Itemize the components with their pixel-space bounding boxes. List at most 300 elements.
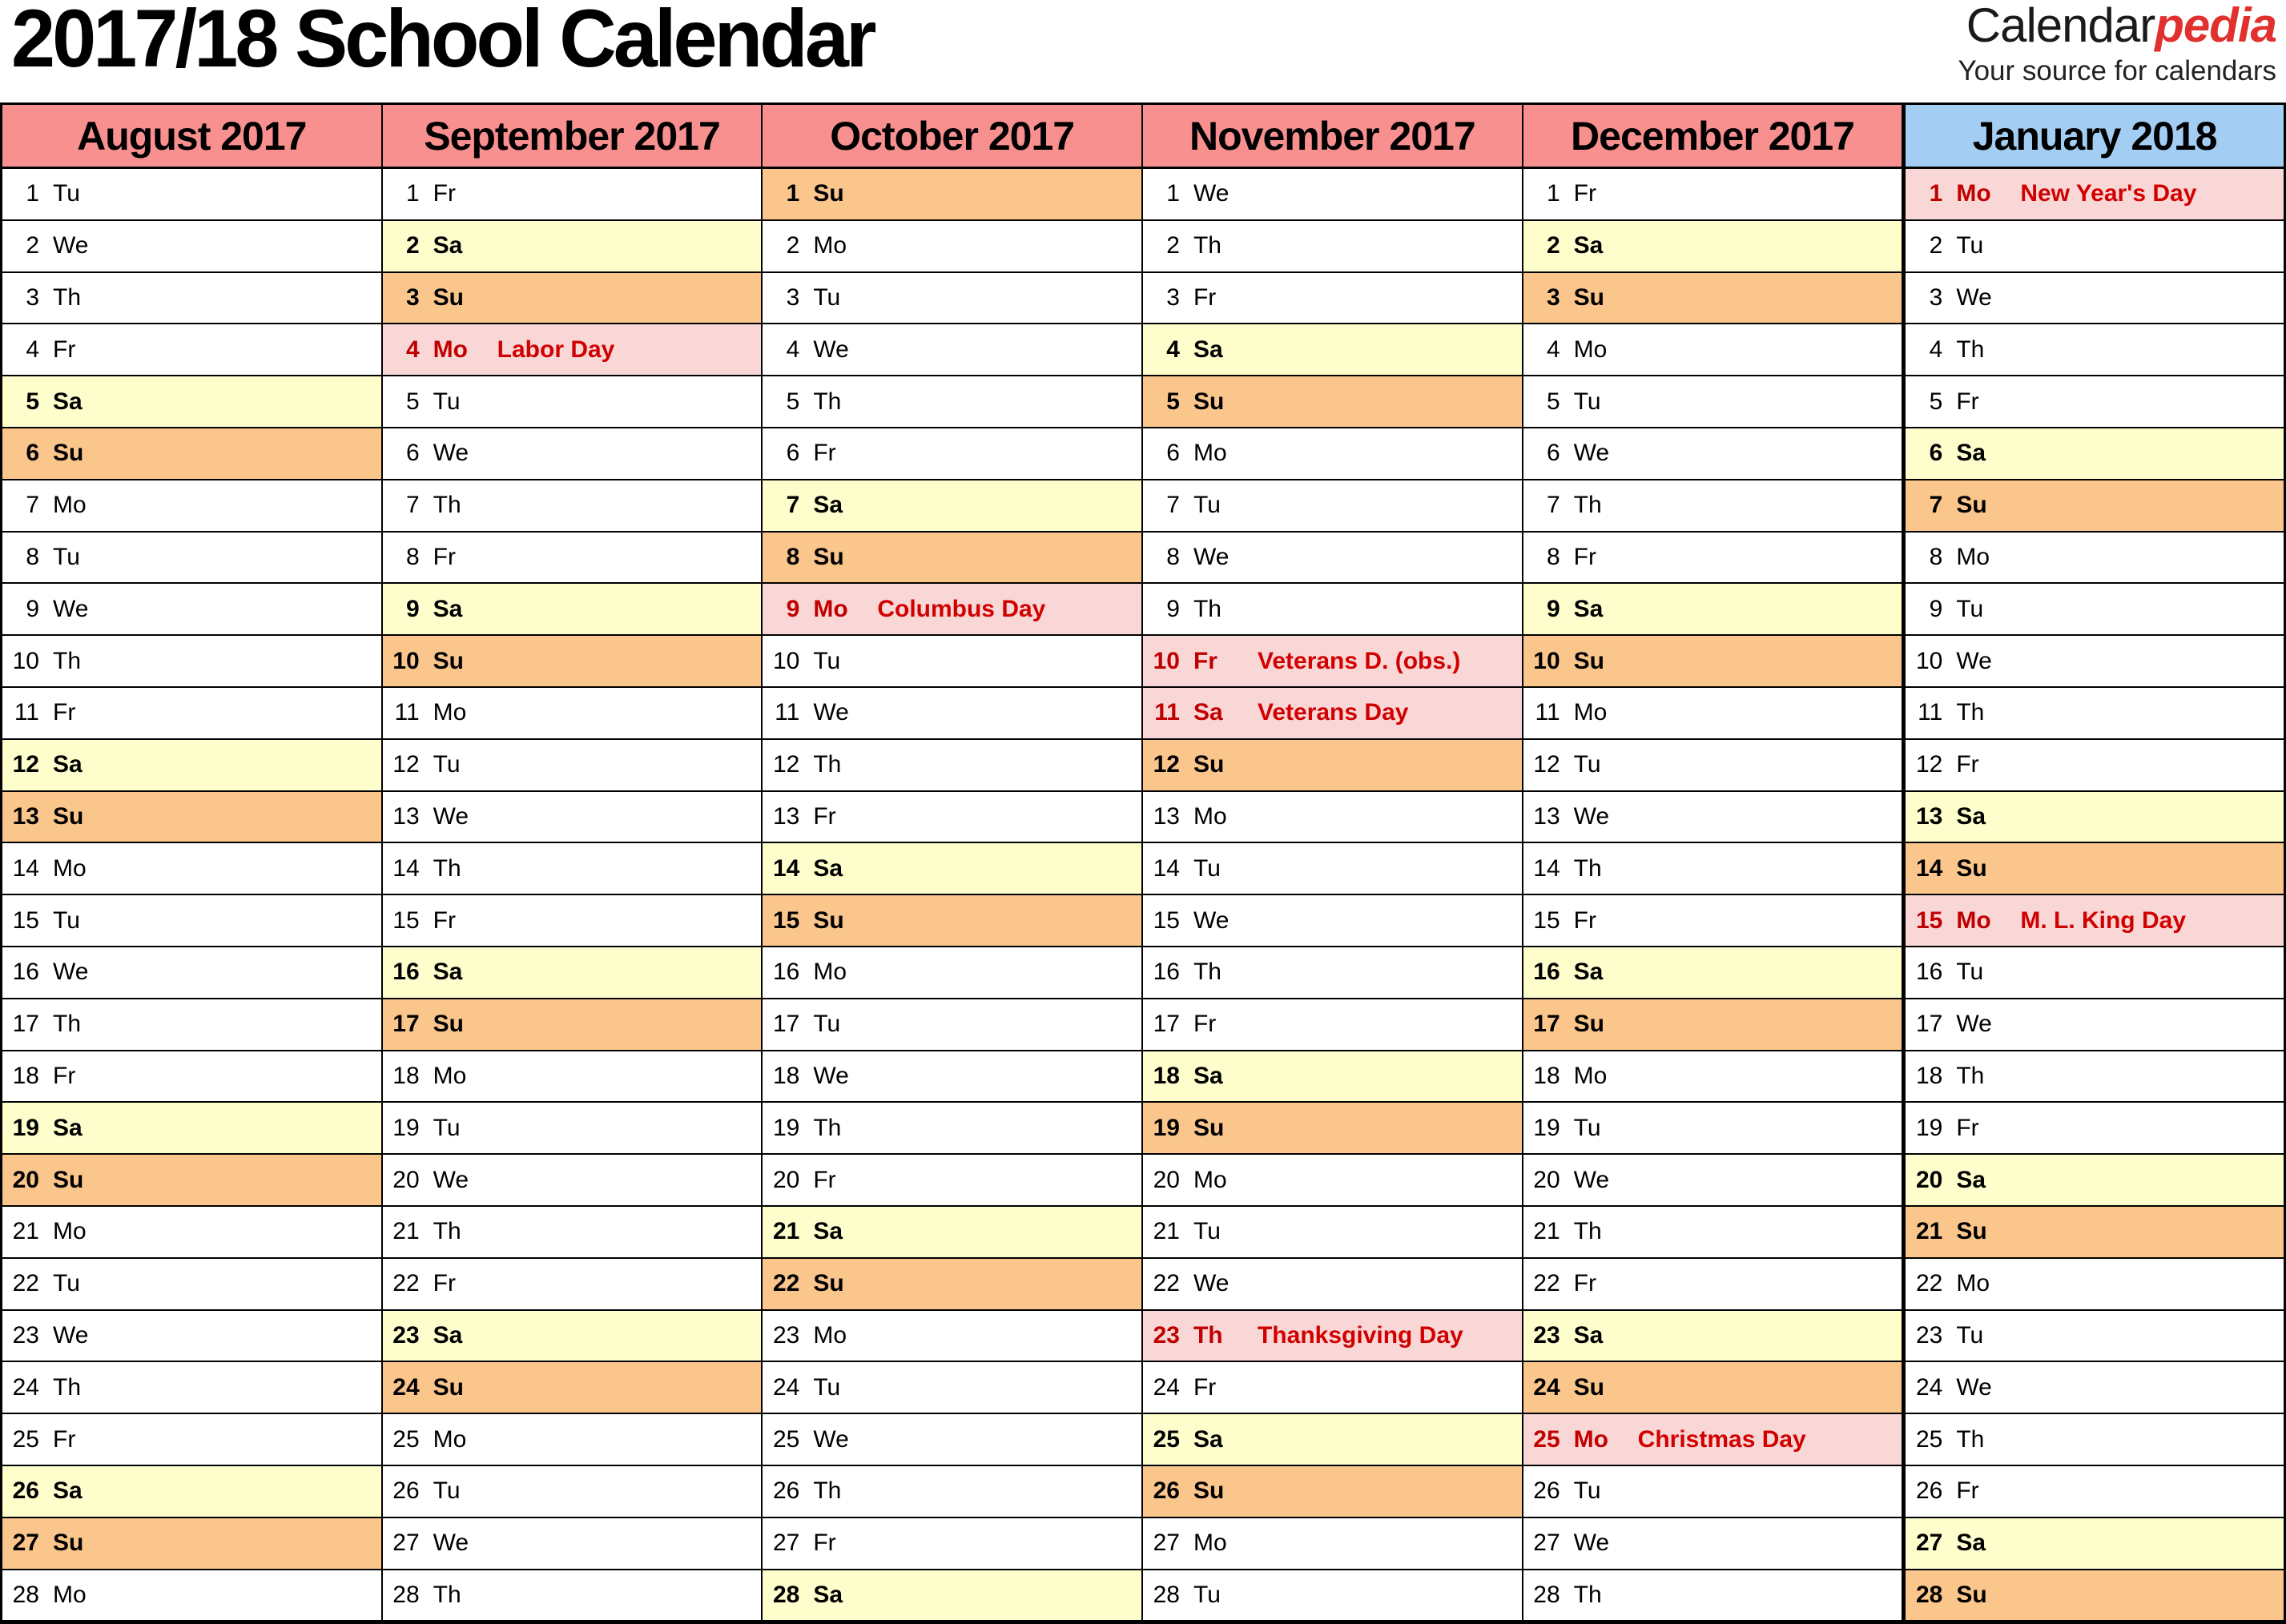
- day-cell: [763, 688, 1141, 740]
- day-weekday: Su: [1573, 1011, 1604, 1038]
- day-cell: [1523, 688, 1902, 740]
- month-column-october-2017: [763, 105, 1143, 1622]
- day-number: 5: [1166, 388, 1180, 415]
- day-weekday: Tu: [813, 1011, 841, 1038]
- holiday-label: Veterans Day: [1257, 699, 1409, 726]
- day-weekday: We: [1573, 440, 1610, 467]
- day-number: 27: [1153, 1530, 1180, 1557]
- day-cell: [763, 273, 1141, 325]
- day-number: 8: [26, 543, 39, 570]
- day-cell: [763, 324, 1141, 376]
- day-weekday: Th: [433, 1581, 461, 1608]
- day-number: 16: [12, 959, 39, 986]
- day-cell: [1143, 1311, 1522, 1363]
- day-weekday: Th: [1956, 1425, 1985, 1453]
- day-weekday: Th: [1956, 336, 1985, 363]
- day-cell: [1523, 947, 1902, 999]
- day-cell: [1143, 1466, 1522, 1518]
- day-cell: [1143, 792, 1522, 844]
- day-number: 24: [772, 1373, 800, 1401]
- day-number: 16: [1915, 959, 1943, 986]
- day-number: 16: [772, 959, 800, 986]
- day-weekday: We: [1956, 1373, 1992, 1401]
- day-number: 25: [1153, 1425, 1180, 1453]
- calendar-grid: [0, 103, 2286, 1624]
- day-cell: [383, 1051, 762, 1103]
- day-cell: [1143, 584, 1522, 636]
- day-cell: [2, 1311, 381, 1363]
- day-cell: [1143, 169, 1522, 221]
- day-cell: [763, 1362, 1141, 1414]
- day-cell: [1523, 1311, 1902, 1363]
- day-weekday: Tu: [433, 751, 461, 778]
- month-column-november-2017: [1143, 105, 1523, 1622]
- day-weekday: We: [1193, 1270, 1230, 1297]
- day-number: 15: [392, 906, 420, 934]
- holiday-label: M. L. King Day: [2020, 906, 2187, 934]
- day-cell: [1906, 1103, 2284, 1155]
- day-cell: [763, 1570, 1141, 1622]
- day-number: 12: [1915, 751, 1943, 778]
- day-weekday: We: [813, 1425, 849, 1453]
- day-number: 21: [1915, 1218, 1943, 1245]
- day-cell: [1523, 1414, 1902, 1466]
- day-number: 20: [1915, 1166, 1943, 1193]
- day-weekday: Th: [53, 1011, 82, 1038]
- day-weekday: Th: [1956, 699, 1985, 726]
- day-cell: [383, 1466, 762, 1518]
- day-weekday: We: [433, 1530, 469, 1557]
- day-weekday: We: [53, 595, 89, 622]
- day-cell: [1523, 740, 1902, 792]
- day-cell: [1906, 1155, 2284, 1207]
- day-number: 8: [1929, 543, 1943, 570]
- day-weekday: Th: [813, 1477, 842, 1505]
- day-cell: [383, 273, 762, 325]
- day-cell: [383, 636, 762, 688]
- day-number: 2: [786, 232, 800, 259]
- day-number: 13: [1153, 802, 1180, 830]
- holiday-label: Labor Day: [497, 336, 615, 363]
- day-number: 11: [394, 699, 420, 726]
- day-number: 11: [1918, 699, 1943, 726]
- day-number: 18: [12, 1062, 39, 1089]
- day-weekday: Th: [1193, 959, 1221, 986]
- day-cell: [763, 428, 1141, 480]
- day-cell: [763, 1518, 1141, 1570]
- day-cell: [1523, 843, 1902, 895]
- day-weekday: Fr: [433, 906, 456, 934]
- month-header: January 2018: [1906, 105, 2284, 169]
- day-weekday: Su: [1956, 492, 1987, 519]
- day-cell: [2, 169, 381, 221]
- day-weekday: Th: [813, 1114, 842, 1141]
- day-weekday: Mo: [53, 1581, 87, 1608]
- day-number: 24: [1915, 1373, 1943, 1401]
- day-weekday: Th: [1573, 854, 1602, 882]
- day-weekday: Th: [53, 283, 82, 311]
- day-weekday: Th: [1573, 492, 1602, 519]
- day-cell: [1523, 1207, 1902, 1259]
- day-number: 7: [26, 492, 39, 519]
- day-number: 5: [405, 388, 420, 415]
- day-weekday: Fr: [1193, 283, 1217, 311]
- month-header: September 2017: [383, 105, 762, 169]
- day-weekday: Fr: [1956, 751, 1979, 778]
- day-cell: [2, 1362, 381, 1414]
- month-column-september-2017: [383, 105, 763, 1622]
- day-cell: [1523, 1155, 1902, 1207]
- day-cell: [383, 533, 762, 585]
- day-number: 9: [1929, 595, 1943, 622]
- day-cell: [383, 221, 762, 273]
- day-number: 28: [12, 1581, 39, 1608]
- day-number: 20: [12, 1166, 39, 1193]
- day-cell: [1143, 273, 1522, 325]
- day-number: 25: [1533, 1425, 1560, 1453]
- day-number: 28: [392, 1581, 420, 1608]
- day-cell: [383, 1259, 762, 1311]
- day-weekday: Mo: [1573, 336, 1608, 363]
- day-weekday: Mo: [1956, 1270, 1990, 1297]
- day-weekday: Su: [1193, 1114, 1225, 1141]
- page-title: 2017/18 School Calendar: [11, 0, 874, 84]
- day-cell: [1143, 843, 1522, 895]
- day-number: 17: [12, 1011, 39, 1038]
- day-weekday: Su: [53, 440, 84, 467]
- day-weekday: Fr: [1573, 180, 1596, 207]
- holiday-label: New Year's Day: [2020, 180, 2197, 207]
- day-cell: [1143, 221, 1522, 273]
- day-number: 24: [1153, 1373, 1180, 1401]
- day-number: 23: [1915, 1321, 1943, 1349]
- day-weekday: Th: [813, 388, 842, 415]
- day-number: 4: [1166, 336, 1180, 363]
- day-number: 24: [1533, 1373, 1560, 1401]
- month-header: October 2017: [763, 105, 1141, 169]
- month-column-august-2017: [2, 105, 383, 1622]
- day-weekday: Sa: [1193, 1425, 1223, 1453]
- day-number: 15: [772, 906, 800, 934]
- day-cell: [1143, 1570, 1522, 1622]
- page-header: [0, 0, 2286, 103]
- day-weekday: We: [53, 232, 89, 259]
- day-cell: [1906, 1259, 2284, 1311]
- day-number: 26: [1153, 1477, 1180, 1505]
- day-weekday: Th: [433, 492, 461, 519]
- holiday-label: Veterans D. (obs.): [1257, 647, 1461, 674]
- day-weekday: We: [53, 959, 89, 986]
- day-number: 25: [772, 1425, 800, 1453]
- day-number: 4: [1929, 336, 1943, 363]
- day-cell: [1523, 1570, 1902, 1622]
- month-header: December 2017: [1523, 105, 1902, 169]
- day-cell: [1906, 1362, 2284, 1414]
- day-cell: [763, 740, 1141, 792]
- day-cell: [1906, 895, 2284, 947]
- day-weekday: Mo: [1956, 543, 1990, 570]
- day-cell: [1143, 480, 1522, 533]
- day-number: 19: [12, 1114, 39, 1141]
- day-number: 14: [772, 854, 800, 882]
- day-weekday: Sa: [53, 751, 83, 778]
- day-number: 22: [12, 1270, 39, 1297]
- day-cell: [1906, 376, 2284, 428]
- day-number: 22: [392, 1270, 420, 1297]
- day-weekday: We: [1573, 1530, 1610, 1557]
- day-number: 3: [1166, 283, 1180, 311]
- day-weekday: Sa: [1573, 232, 1604, 259]
- day-cell: [1906, 1466, 2284, 1518]
- day-cell: [1523, 895, 1902, 947]
- day-weekday: Tu: [1193, 1218, 1221, 1245]
- day-weekday: Sa: [53, 388, 83, 415]
- day-cell: [383, 169, 762, 221]
- logo-tagline: Your source for calendars: [1958, 55, 2276, 86]
- day-cell: [763, 636, 1141, 688]
- day-number: 8: [405, 543, 420, 570]
- month-header: August 2017: [2, 105, 381, 169]
- holiday-label: Thanksgiving Day: [1257, 1321, 1463, 1349]
- day-weekday: Su: [1573, 1373, 1604, 1401]
- day-cell: [383, 792, 762, 844]
- day-cell: [763, 533, 1141, 585]
- day-number: 1: [405, 180, 420, 207]
- day-weekday: Tu: [53, 180, 80, 207]
- day-weekday: Fr: [813, 802, 836, 830]
- day-cell: [2, 533, 381, 585]
- day-number: 2: [405, 232, 420, 259]
- day-number: 11: [1154, 699, 1180, 726]
- day-cell: [383, 324, 762, 376]
- day-number: 1: [1546, 180, 1560, 207]
- day-weekday: Tu: [433, 388, 461, 415]
- day-cell: [1906, 1518, 2284, 1570]
- day-weekday: Tu: [433, 1114, 461, 1141]
- day-cell: [1523, 376, 1902, 428]
- day-number: 13: [1533, 802, 1560, 830]
- calendarpedia-logo[interactable]: [1958, 2, 2276, 85]
- day-weekday: Fr: [1956, 388, 1979, 415]
- day-weekday: Mo: [813, 232, 847, 259]
- day-weekday: We: [1193, 543, 1230, 570]
- day-weekday: Su: [1573, 647, 1604, 674]
- day-weekday: We: [53, 1321, 89, 1349]
- day-number: 22: [1915, 1270, 1943, 1297]
- day-weekday: Su: [433, 1011, 464, 1038]
- month-header: November 2017: [1143, 105, 1522, 169]
- day-number: 4: [1546, 336, 1560, 363]
- day-weekday: Su: [53, 802, 84, 830]
- day-weekday: Fr: [1193, 1373, 1217, 1401]
- day-cell: [1143, 1051, 1522, 1103]
- day-cell: [1906, 480, 2284, 533]
- day-weekday: Mo: [1193, 802, 1227, 830]
- day-number: 21: [12, 1218, 39, 1245]
- day-cell: [2, 1570, 381, 1622]
- day-cell: [383, 740, 762, 792]
- day-number: 5: [786, 388, 800, 415]
- day-weekday: Mo: [53, 492, 87, 519]
- day-number: 25: [392, 1425, 420, 1453]
- logo-brand-prefix: Calendar: [1966, 0, 2155, 52]
- day-weekday: Sa: [433, 595, 463, 622]
- day-number: 7: [786, 492, 800, 519]
- day-weekday: Th: [1956, 1062, 1985, 1089]
- day-weekday: Tu: [1193, 854, 1221, 882]
- day-weekday: Su: [1193, 388, 1225, 415]
- day-number: 20: [1533, 1166, 1560, 1193]
- day-cell: [2, 843, 381, 895]
- day-weekday: Mo: [433, 1062, 467, 1089]
- day-number: 26: [12, 1477, 39, 1505]
- day-weekday: Mo: [1193, 1530, 1227, 1557]
- day-weekday: Mo: [1193, 1166, 1227, 1193]
- day-cell: [2, 1259, 381, 1311]
- day-cell: [1523, 533, 1902, 585]
- day-cell: [1143, 1207, 1522, 1259]
- day-cell: [1523, 1466, 1902, 1518]
- day-number: 23: [772, 1321, 800, 1349]
- day-number: 7: [1166, 492, 1180, 519]
- day-number: 9: [405, 595, 420, 622]
- day-weekday: Tu: [1573, 1114, 1601, 1141]
- day-cell: [2, 1414, 381, 1466]
- day-number: 18: [1153, 1062, 1180, 1089]
- day-number: 13: [772, 802, 800, 830]
- day-number: 1: [1166, 180, 1180, 207]
- day-cell: [383, 1207, 762, 1259]
- day-cell: [383, 584, 762, 636]
- day-number: 27: [1915, 1530, 1943, 1557]
- day-cell: [1906, 1207, 2284, 1259]
- day-weekday: Th: [813, 751, 842, 778]
- day-number: 3: [405, 283, 420, 311]
- day-cell: [1906, 636, 2284, 688]
- day-weekday: Tu: [1573, 751, 1601, 778]
- day-weekday: Sa: [1573, 959, 1604, 986]
- day-weekday: Sa: [433, 232, 463, 259]
- day-cell: [763, 1311, 1141, 1363]
- day-weekday: Su: [1956, 854, 1987, 882]
- day-cell: [763, 480, 1141, 533]
- day-cell: [763, 1466, 1141, 1518]
- day-number: 13: [12, 802, 39, 830]
- day-number: 24: [392, 1373, 420, 1401]
- day-number: 14: [1153, 854, 1180, 882]
- day-weekday: Tu: [1573, 1477, 1601, 1505]
- day-weekday: We: [1193, 180, 1230, 207]
- day-cell: [763, 947, 1141, 999]
- day-cell: [1523, 1259, 1902, 1311]
- day-number: 18: [772, 1062, 800, 1089]
- day-number: 12: [1153, 751, 1180, 778]
- day-number: 15: [12, 906, 39, 934]
- day-weekday: Fr: [1573, 1270, 1596, 1297]
- day-cell: [1143, 533, 1522, 585]
- day-cell: [763, 1259, 1141, 1311]
- day-number: 15: [1533, 906, 1560, 934]
- day-number: 19: [772, 1114, 800, 1141]
- logo-brand-suffix: pedia: [2155, 0, 2276, 52]
- day-cell: [383, 688, 762, 740]
- day-cell: [2, 1466, 381, 1518]
- day-cell: [383, 1103, 762, 1155]
- day-cell: [1906, 428, 2284, 480]
- month-column-december-2017: [1523, 105, 1904, 1622]
- day-number: 21: [392, 1218, 420, 1245]
- day-cell: [1906, 324, 2284, 376]
- day-number: 14: [12, 854, 39, 882]
- day-cell: [1143, 999, 1522, 1051]
- day-cell: [383, 1155, 762, 1207]
- day-number: 11: [775, 699, 800, 726]
- day-cell: [1906, 1414, 2284, 1466]
- day-weekday: Su: [813, 1270, 844, 1297]
- day-weekday: Sa: [1573, 1321, 1604, 1349]
- day-cell: [1143, 376, 1522, 428]
- day-weekday: Mo: [433, 336, 468, 363]
- day-number: 19: [1915, 1114, 1943, 1141]
- day-cell: [1523, 480, 1902, 533]
- day-number: 16: [1533, 959, 1560, 986]
- day-weekday: Th: [53, 647, 82, 674]
- day-number: 27: [1533, 1530, 1560, 1557]
- day-cell: [1143, 1259, 1522, 1311]
- day-weekday: Sa: [1193, 699, 1223, 726]
- day-cell: [1143, 947, 1522, 999]
- day-number: 6: [786, 440, 800, 467]
- day-number: 2: [1929, 232, 1943, 259]
- day-cell: [2, 584, 381, 636]
- day-weekday: Mo: [433, 1425, 467, 1453]
- day-weekday: Fr: [813, 1166, 836, 1193]
- day-weekday: Tu: [1956, 1321, 1984, 1349]
- day-cell: [2, 1155, 381, 1207]
- day-cell: [763, 584, 1141, 636]
- day-number: 5: [26, 388, 39, 415]
- day-number: 1: [26, 180, 39, 207]
- day-cell: [1906, 221, 2284, 273]
- month-column-january-2018: [1903, 105, 2284, 1622]
- day-weekday: Sa: [813, 1581, 843, 1608]
- day-weekday: Sa: [53, 1477, 83, 1505]
- day-cell: [2, 428, 381, 480]
- day-cell: [1523, 324, 1902, 376]
- day-cell: [1143, 1362, 1522, 1414]
- day-number: 26: [772, 1477, 800, 1505]
- day-cell: [1906, 169, 2284, 221]
- day-weekday: Sa: [1956, 1530, 1986, 1557]
- day-weekday: Su: [813, 180, 844, 207]
- day-number: 13: [1915, 802, 1943, 830]
- day-weekday: Fr: [813, 1530, 836, 1557]
- day-cell: [2, 324, 381, 376]
- day-weekday: Mo: [813, 595, 848, 622]
- day-number: 3: [1546, 283, 1560, 311]
- day-weekday: Sa: [433, 1321, 463, 1349]
- day-cell: [383, 1414, 762, 1466]
- day-number: 27: [12, 1530, 39, 1557]
- day-weekday: Sa: [1956, 440, 1986, 467]
- day-number: 6: [1929, 440, 1943, 467]
- day-weekday: We: [1956, 283, 1992, 311]
- day-number: 22: [1153, 1270, 1180, 1297]
- day-weekday: We: [813, 336, 849, 363]
- day-weekday: We: [433, 1166, 469, 1193]
- day-number: 4: [786, 336, 800, 363]
- day-weekday: Sa: [1956, 1166, 1986, 1193]
